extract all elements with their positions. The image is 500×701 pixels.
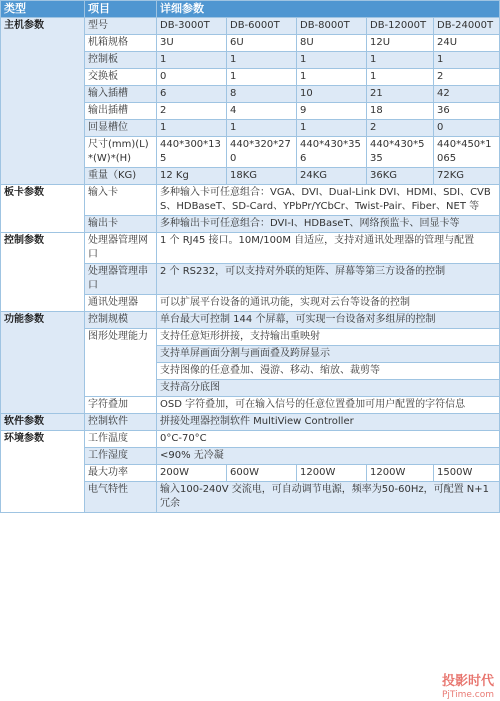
cell: 72KG <box>434 168 500 185</box>
cell: 2 个 RS232，可以支持对外联的矩阵、屏幕等第三方设备的控制 <box>157 264 500 295</box>
cell: 1 <box>367 52 434 69</box>
row-label: 处理器管理网口 <box>85 233 157 264</box>
header-detail: 详细参数 <box>157 1 500 18</box>
cell: 1 个 RJ45 接口。10M/100M 自适应，支持对通讯处理器的管理与配置 <box>157 233 500 264</box>
row-label: 重量（KG) <box>85 168 157 185</box>
table-row <box>1 233 500 264</box>
cell: 2 <box>434 69 500 86</box>
cell: DB-8000T <box>297 18 367 35</box>
cell: 0 <box>157 69 227 86</box>
cell: 12 Kg <box>157 168 227 185</box>
watermark-text: 投影时代 <box>441 674 494 689</box>
row-label: 图形处理能力 <box>85 329 157 397</box>
cell: 单台最大可控制 144 个屏幕，可实现一台设备对多组屏的控制 <box>157 312 500 329</box>
watermark-logo <box>386 669 496 699</box>
header-type: 类型 <box>1 1 85 18</box>
row-label: 型号 <box>85 18 157 35</box>
cell: 12U <box>367 35 434 52</box>
cell: 440*300*135 <box>157 137 227 168</box>
cell: 支持高分底图 <box>157 380 500 397</box>
table-row <box>1 18 500 35</box>
cell: 440*320*270 <box>227 137 297 168</box>
category-environment: 环境参数 <box>1 431 85 513</box>
cell: 2 <box>367 120 434 137</box>
row-label: 输入卡 <box>85 185 157 216</box>
row-label: 交换板 <box>85 69 157 86</box>
cell: 18KG <box>227 168 297 185</box>
cell: 拼接处理器控制软件 MultiView Controller <box>157 414 500 431</box>
cell: 8U <box>297 35 367 52</box>
row-label: 尺寸(mm)(L)*(W)*(H) <box>85 137 157 168</box>
cell: 1 <box>157 120 227 137</box>
cell: 200W <box>157 465 227 482</box>
cell: 440*430*535 <box>367 137 434 168</box>
cell: 0 <box>434 120 500 137</box>
category-host: 主机参数 <box>1 18 85 185</box>
cell: 1 <box>297 120 367 137</box>
cell: 支持单屏画面分割与画面叠及跨屏显示 <box>157 346 500 363</box>
cell: 24U <box>434 35 500 52</box>
row-label: 输出插槽 <box>85 103 157 120</box>
cell: DB-3000T <box>157 18 227 35</box>
cell: 1 <box>227 69 297 86</box>
cell: <90% 无冷凝 <box>157 448 500 465</box>
cell: 21 <box>367 86 434 103</box>
cell: 6 <box>157 86 227 103</box>
cell: 10 <box>297 86 367 103</box>
cell: 支持图像的任意叠加、漫游、移动、缩放、裁剪等 <box>157 363 500 380</box>
row-label: 字符叠加 <box>85 397 157 414</box>
table-row <box>1 185 500 216</box>
row-label: 处理器管理串口 <box>85 264 157 295</box>
cell: 6U <box>227 35 297 52</box>
cell: 36KG <box>367 168 434 185</box>
row-label: 机箱规格 <box>85 35 157 52</box>
cell: 42 <box>434 86 500 103</box>
table-row <box>1 414 500 431</box>
cell: 1 <box>157 52 227 69</box>
table-row <box>1 431 500 448</box>
cell: 1 <box>297 52 367 69</box>
cell: 4 <box>227 103 297 120</box>
category-software: 软件参数 <box>1 414 85 431</box>
row-label: 输入插槽 <box>85 86 157 103</box>
cell: 1200W <box>297 465 367 482</box>
header-row <box>1 1 500 18</box>
row-label: 最大功率 <box>85 465 157 482</box>
watermark-subtext: PjTime.com <box>441 690 494 699</box>
row-label: 控制板 <box>85 52 157 69</box>
cell: 1 <box>367 69 434 86</box>
cell: 多种输入卡可任意组合：VGA、DVI、Dual-Link DVI、HDMI、SDI、CVBS、HDBaseT、SD-Card、YPbPr/YCbCr、Twist-Pair、Fiber、NET 等 <box>157 185 500 216</box>
cell: 1200W <box>367 465 434 482</box>
row-label: 工作温度 <box>85 431 157 448</box>
row-label: 输出卡 <box>85 216 157 233</box>
row-label: 工作湿度 <box>85 448 157 465</box>
cell: 440*430*356 <box>297 137 367 168</box>
cell: 1500W <box>434 465 500 482</box>
row-label: 电气特性 <box>85 482 157 513</box>
cell: 3U <box>157 35 227 52</box>
cell: 1 <box>227 120 297 137</box>
cell: 1 <box>297 69 367 86</box>
cell: 24KG <box>297 168 367 185</box>
cell: DB-12000T <box>367 18 434 35</box>
cell: 1 <box>434 52 500 69</box>
cell: 可以扩展平台设备的通讯功能，实现对云台等设备的控制 <box>157 295 500 312</box>
cell: 输入100-240V 交流电，可自动调节电源，频率为50-60Hz，可配置 N+1 冗余 <box>157 482 500 513</box>
cell: 600W <box>227 465 297 482</box>
cell: 9 <box>297 103 367 120</box>
row-label: 控制软件 <box>85 414 157 431</box>
cell: DB-24000T <box>434 18 500 35</box>
cell: OSD 字符叠加，可在输入信号的任意位置叠加可用户配置的字符信息 <box>157 397 500 414</box>
cell: 8 <box>227 86 297 103</box>
cell: 2 <box>157 103 227 120</box>
cell: 440*450*1065 <box>434 137 500 168</box>
row-label: 回显槽位 <box>85 120 157 137</box>
header-item: 项目 <box>85 1 157 18</box>
category-board: 板卡参数 <box>1 185 85 233</box>
cell: 支持任意矩形拼接，支持输出重映射 <box>157 329 500 346</box>
cell: 18 <box>367 103 434 120</box>
cell: 1 <box>227 52 297 69</box>
category-function: 功能参数 <box>1 312 85 414</box>
row-label: 控制规模 <box>85 312 157 329</box>
cell: 36 <box>434 103 500 120</box>
cell: 0°C-70°C <box>157 431 500 448</box>
cell: 多种输出卡可任意组合：DVI-I、HDBaseT、网络预监卡、回显卡等 <box>157 216 500 233</box>
category-control: 控制参数 <box>1 233 85 312</box>
table-row <box>1 312 500 329</box>
cell: DB-6000T <box>227 18 297 35</box>
row-label: 通讯处理器 <box>85 295 157 312</box>
